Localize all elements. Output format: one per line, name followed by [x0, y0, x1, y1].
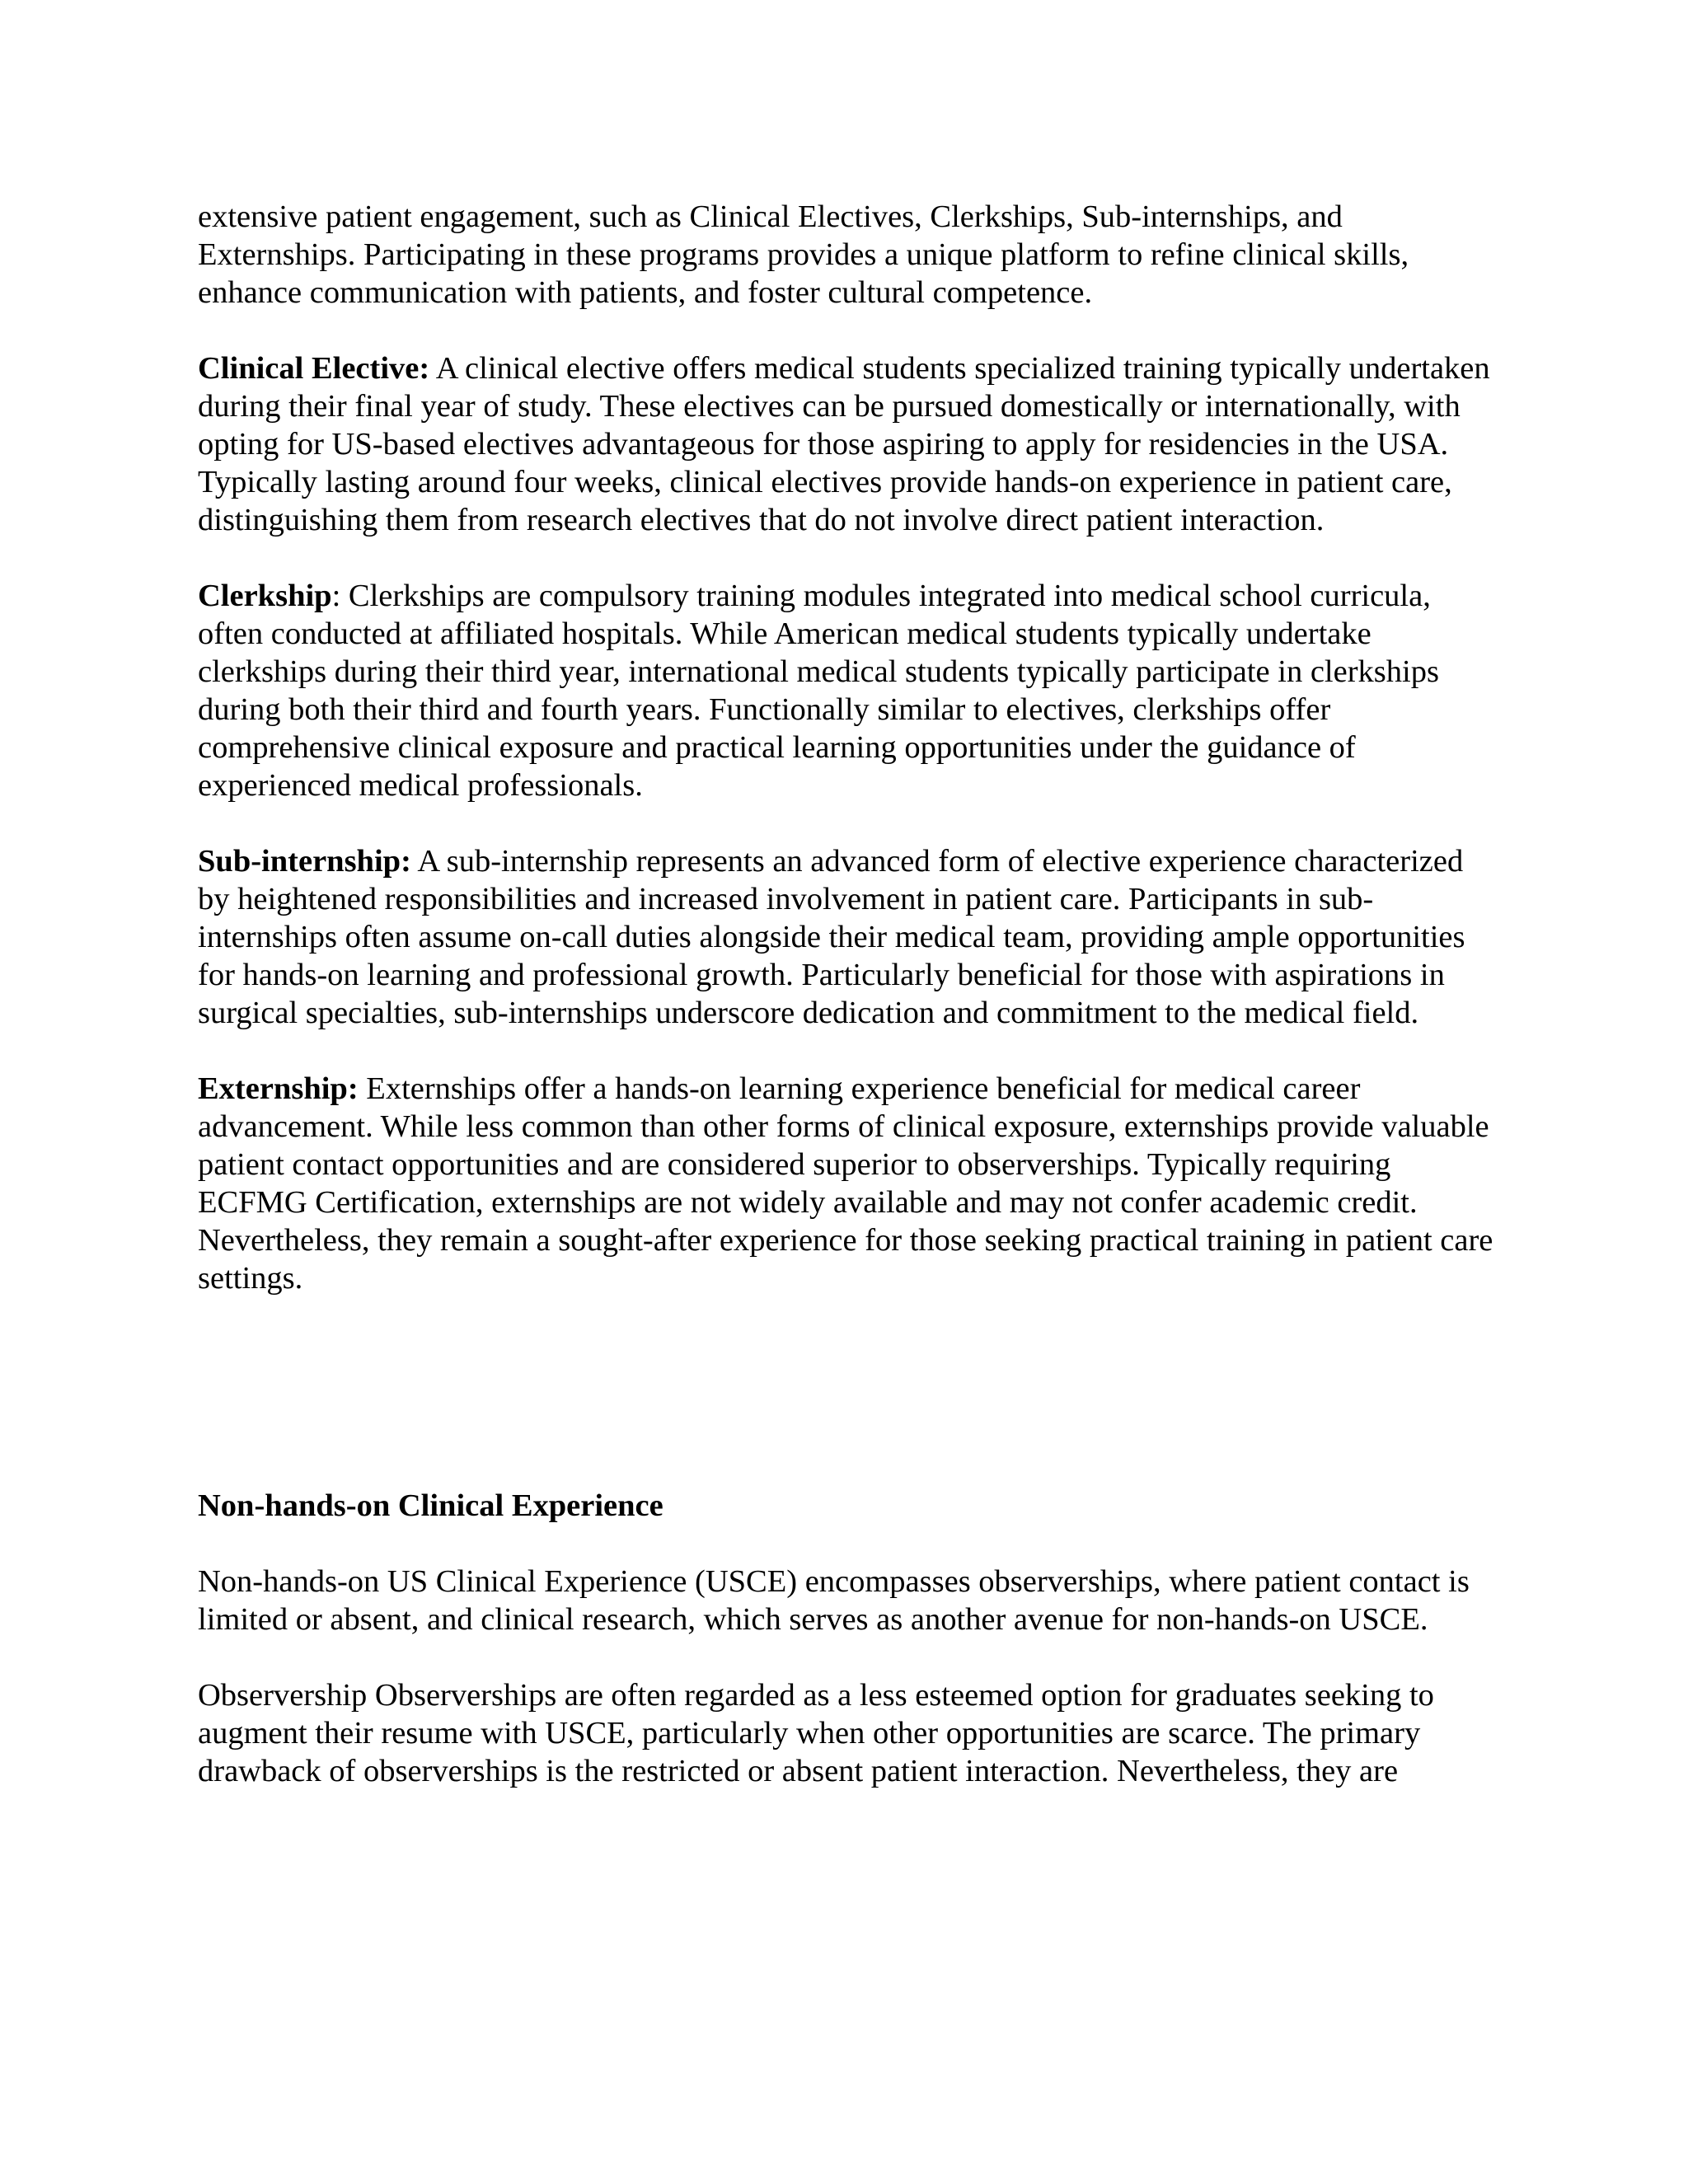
- externship-text: Externships offer a hands-on learning experience beneficial for medical career advancement. While less common than other forms of clinical exposure, externships provide valuable patient contact opportunities and are considered superior to observerships. Typically requiring ECFMG Certification, externships are not widely available and may not confer academic credit. Nevertheless, they remain a sought-after experience for those seeking practical training in patient care settings.: [198, 1071, 1493, 1296]
- sub-internship-term: Sub-internship:: [198, 844, 411, 879]
- non-hands-on-heading: Non-hands-on Clinical Experience: [198, 1488, 663, 1523]
- clinical-elective-term: Clinical Elective:: [198, 351, 430, 386]
- clerkship-term: Clerkship: [198, 579, 332, 613]
- sub-internship-text: A sub-internship represents an advanced form of elective experience characterized by heightened responsibilities and increased involvement in patient care. Participants in sub-internships often assume on-call duties alongside their medical team, providing ample opportunities for hands-on learning and professional growth. Particularly beneficial for those with aspirations in surgical specialties, sub-internships underscore dedication and commitment to the medical field.: [198, 844, 1465, 1030]
- clerkship-text: : Clerkships are compulsory training modules integrated into medical school curricula, often conducted at affiliated hospitals. While American medical students typically undertake clerkships during their third year, international medical students typically participate in clerkships during both their third and fourth years. Functionally similar to electives, clerkships offer comprehensive clinical exposure and practical learning opportunities under the guidance of experienced medical professionals.: [198, 579, 1439, 803]
- externship-term: Externship:: [198, 1071, 359, 1106]
- non-hands-on-intro-paragraph: Non-hands-on US Clinical Experience (USCE) encompasses observerships, where patient contact is limited or absent, and clinical research, which serves as another avenue for non-hands-on USCE.: [198, 1564, 1470, 1637]
- intro-paragraph: extensive patient engagement, such as Clinical Electives, Clerkships, Sub-internships, and Externships. Participating in these programs provides a unique platform to refine clinical skills, enhance communication with patients, and foster cultural competence.: [198, 199, 1409, 310]
- text-column: [198, 198, 1502, 1828]
- clerkship-paragraph: [198, 577, 1502, 804]
- sub-internship-paragraph: [198, 842, 1502, 1032]
- observership-paragraph: Observership Observerships are often regarded as a less esteemed option for graduates seeking to augment their resume with USCE, particularly when other opportunities are scarce. The primary drawback of observerships is the restricted or absent patient interaction. Nevertheless, they are: [198, 1678, 1434, 1788]
- clinical-elective-text: A clinical elective offers medical students specialized training typically undertaken during their final year of study. These electives can be pursued domestically or internationally, with opting for US-based electives advantageous for those aspiring to apply for residencies in the USA. Typically lasting around four weeks, clinical electives provide hands-on experience in patient care, distinguishing them from research electives that do not involve direct patient interaction.: [198, 351, 1490, 537]
- externship-paragraph: [198, 1070, 1502, 1297]
- clinical-elective-paragraph: [198, 349, 1502, 539]
- section-spacer: [198, 1335, 1502, 1487]
